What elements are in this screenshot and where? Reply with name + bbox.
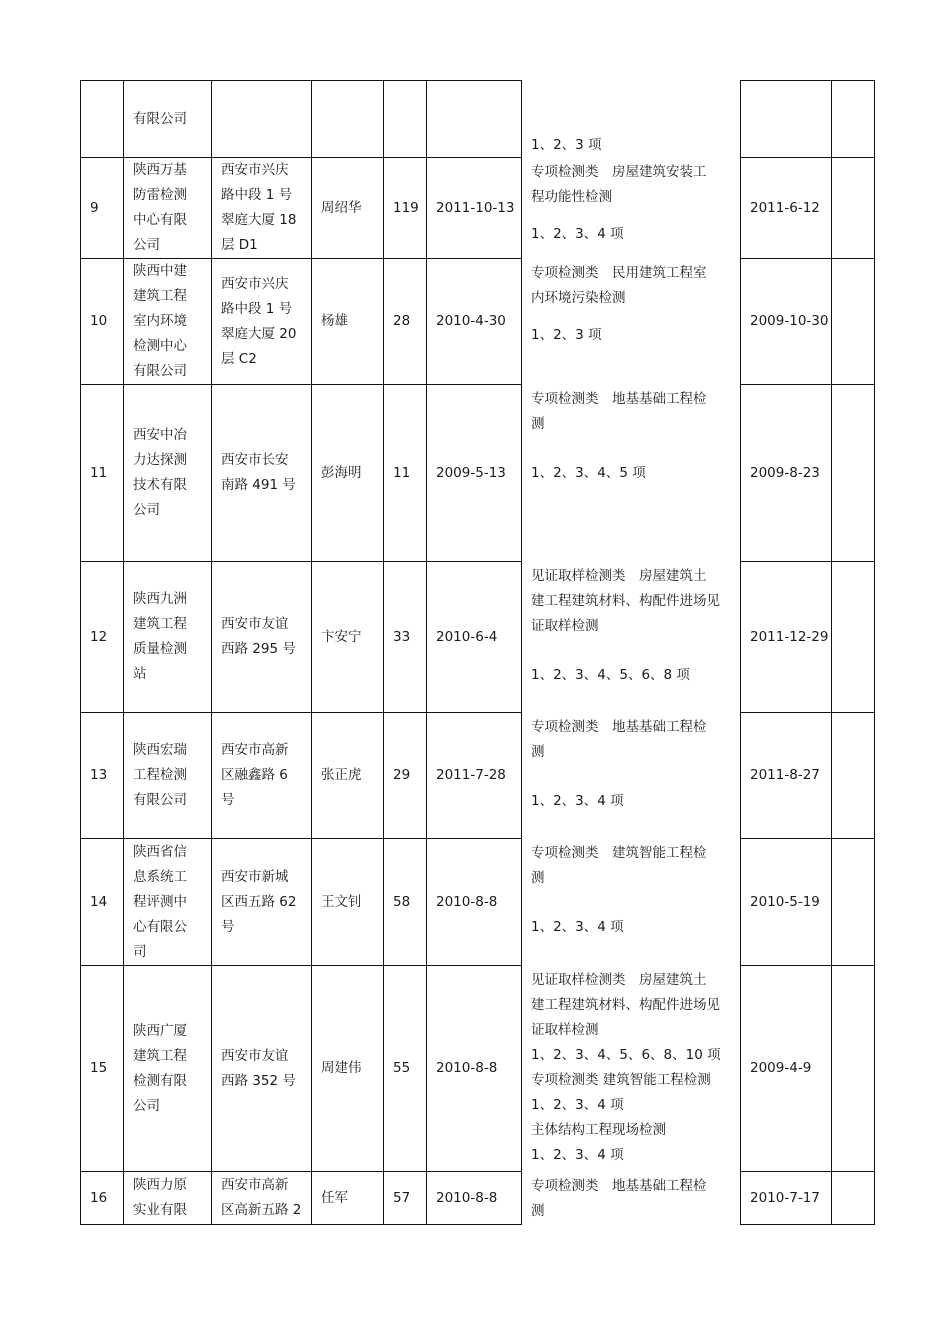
scope-line: 见证取样检测类 房屋建筑土 [531,971,707,988]
issue-date: 2010-4-30 [427,259,522,385]
issue-date [427,81,522,158]
row-number [81,81,124,158]
scope-line: 专项检测类 房屋建筑安装工 [531,163,707,180]
certificate-number: 58 [384,839,427,966]
legal-representative: 周建伟 [312,966,384,1172]
scope-line: 证取样检测 [531,617,599,634]
agency-name: 陕西力原 实业有限 [124,1172,212,1225]
row-number: 10 [81,259,124,385]
row-number: 9 [81,158,124,259]
remarks-cell [832,839,875,966]
issue-date: 2009-5-13 [427,385,522,562]
row-number: 14 [81,839,124,966]
table-row [81,81,875,158]
certificate-number [384,81,427,158]
scope-line: 程功能性检测 [531,188,612,205]
table-row [81,259,875,385]
agency-address: 西安市兴庆 路中段 1 号 翠庭大厦 18 层 D1 [212,158,312,259]
scope-line: 建工程建筑材料、构配件进场见 [531,996,720,1013]
table-row [81,966,875,1172]
scope-line: 1、2、3、4 项 [531,1096,624,1113]
agency-address: 西安市长安 南路 491 号 [212,385,312,562]
inspection-scope [522,562,741,713]
issue-date: 2010-8-8 [427,966,522,1172]
scope-line: 专项检测类 地基基础工程检 [531,1177,707,1194]
certificate-number: 28 [384,259,427,385]
agency-address: 西安市友谊 西路 295 号 [212,562,312,713]
table-row [81,839,875,966]
validity-date: 2011-6-12 [741,158,832,259]
scope-line: 1、2、3、4、5、6、8、10 项 [531,1046,721,1063]
legal-representative: 卞安宁 [312,562,384,713]
issue-date: 2010-8-8 [427,839,522,966]
scope-line: 测 [531,1202,545,1219]
validity-date: 2010-5-19 [741,839,832,966]
inspection-scope [522,158,741,259]
issue-date: 2010-8-8 [427,1172,522,1225]
agency-name: 西安中冶 力达探测 技术有限 公司 [124,385,212,562]
validity-date: 2011-8-27 [741,713,832,839]
remarks-cell [832,966,875,1172]
inspection-scope [522,839,741,966]
agency-name: 陕西万基 防雷检测 中心有限 公司 [124,158,212,259]
row-number: 11 [81,385,124,562]
scope-line: 1、2、3、4 项 [531,1146,624,1163]
scope-line: 专项检测类 建筑智能工程检 [531,844,707,861]
scope-line: 主体结构工程现场检测 [531,1121,666,1138]
row-number: 16 [81,1172,124,1225]
scope-line: 1、2、3、4 项 [531,792,624,809]
scope-line: 内环境污染检测 [531,289,626,306]
certificate-number: 119 [384,158,427,259]
remarks-cell [832,81,875,158]
row-number: 15 [81,966,124,1172]
issue-date: 2011-10-13 [427,158,522,259]
legal-representative: 张正虎 [312,713,384,839]
certificate-number: 55 [384,966,427,1172]
legal-representative: 杨雄 [312,259,384,385]
validity-date: 2009-8-23 [741,385,832,562]
legal-representative: 彭海明 [312,385,384,562]
validity-date: 2010-7-17 [741,1172,832,1225]
scope-line: 测 [531,743,545,760]
agency-name: 陕西中建 建筑工程 室内环境 检测中心 有限公司 [124,259,212,385]
scope-line: 测 [531,415,545,432]
scope-line: 1、2、3、4、5 项 [531,464,646,481]
agency-name: 陕西九洲 建筑工程 质量检测 站 [124,562,212,713]
remarks-cell [832,562,875,713]
scope-line: 见证取样检测类 房屋建筑土 [531,567,707,584]
agency-address: 西安市友谊 西路 352 号 [212,966,312,1172]
remarks-cell [832,158,875,259]
scope-line: 证取样检测 [531,1021,599,1038]
validity-date [741,81,832,158]
remarks-cell [832,1172,875,1225]
row-number: 13 [81,713,124,839]
scope-line: 建工程建筑材料、构配件进场见 [531,592,720,609]
certificate-number: 29 [384,713,427,839]
row-number: 12 [81,562,124,713]
issue-date: 2011-7-28 [427,713,522,839]
inspection-scope [522,966,741,1172]
validity-date: 2011-12-29 [741,562,832,713]
scope-line: 1、2、3 项 [531,326,602,343]
agency-address [212,81,312,158]
scope-line: 1、2、3、4、5、6、8 项 [531,666,690,683]
legal-representative: 任军 [312,1172,384,1225]
scope-line: 专项检测类 地基基础工程检 [531,390,707,407]
remarks-cell [832,259,875,385]
agency-name: 陕西省信 息系统工 程评测中 心有限公 司 [124,839,212,966]
legal-representative: 周绍华 [312,158,384,259]
certificate-number: 11 [384,385,427,562]
agency-address: 西安市新城 区西五路 62 号 [212,839,312,966]
validity-date: 2009-4-9 [741,966,832,1172]
inspection-scope [522,713,741,839]
scope-line: 1、2、3、4 项 [531,225,624,242]
table-row [81,1172,875,1225]
inspection-scope [522,1172,741,1225]
table-body [81,81,875,1225]
remarks-cell [832,713,875,839]
table-row [81,562,875,713]
table-row [81,385,875,562]
scope-line: 专项检测类 地基基础工程检 [531,718,707,735]
scope-line: 1、2、3、4 项 [531,918,624,935]
legal-representative: 王文钊 [312,839,384,966]
validity-date: 2009-10-30 [741,259,832,385]
agency-address: 西安市高新 区高新五路 2 [212,1172,312,1225]
inspection-scope [522,385,741,562]
table-row [81,713,875,839]
agency-name: 有限公司 [124,81,212,158]
scope-line: 专项检测类 建筑智能工程检测 [531,1071,711,1088]
scope-line: 测 [531,869,545,886]
agency-address: 西安市高新 区融鑫路 6 号 [212,713,312,839]
inspection-scope [522,81,741,158]
inspection-scope [522,259,741,385]
table-row [81,158,875,259]
agency-address: 西安市兴庆 路中段 1 号 翠庭大厦 20 层 C2 [212,259,312,385]
scope-line: 专项检测类 民用建筑工程室 [531,264,707,281]
inspection-agency-table [80,80,875,1225]
legal-representative [312,81,384,158]
remarks-cell [832,385,875,562]
agency-name: 陕西宏瑞 工程检测 有限公司 [124,713,212,839]
certificate-number: 57 [384,1172,427,1225]
agency-name: 陕西广厦 建筑工程 检测有限 公司 [124,966,212,1172]
certificate-number: 33 [384,562,427,713]
issue-date: 2010-6-4 [427,562,522,713]
scope-line: 1、2、3 项 [531,136,602,153]
